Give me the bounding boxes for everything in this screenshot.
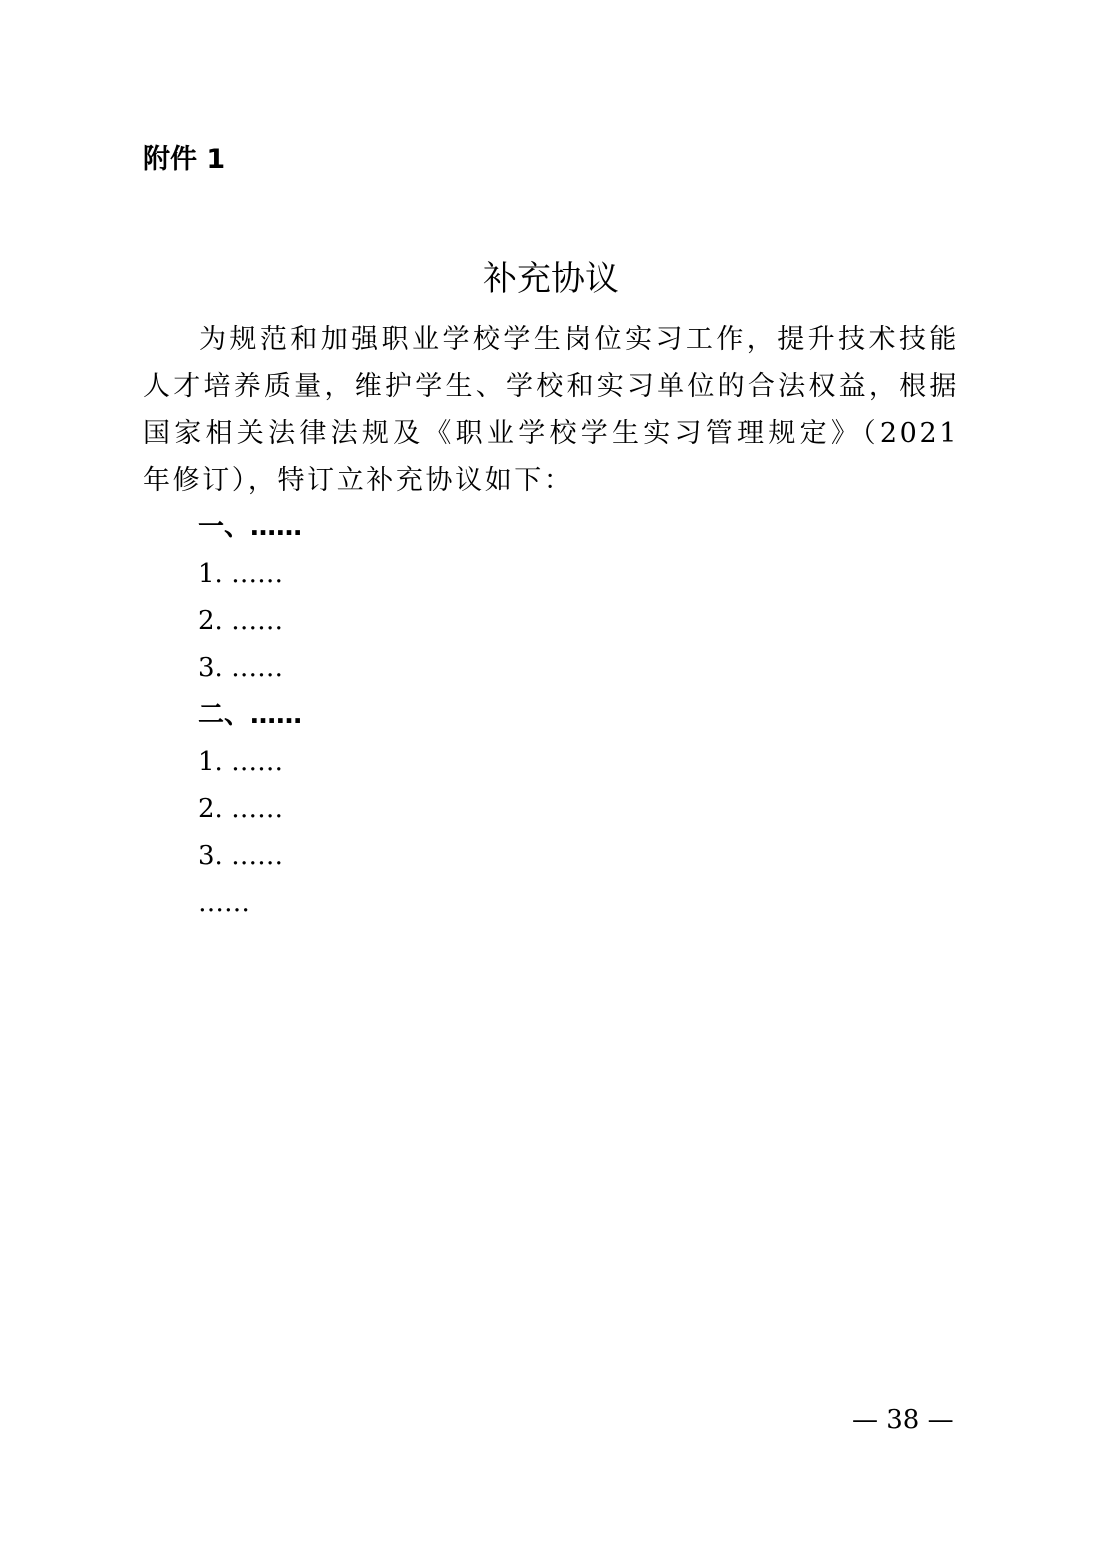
page-number: — 38 — [852, 1405, 954, 1435]
attachment-label: 附件 1 [143, 144, 226, 175]
clause-outline [198, 504, 302, 927]
clause-item: 1. …… [198, 747, 284, 777]
clause-item: 2. …… [198, 606, 284, 636]
clause-item: 3. …… [198, 653, 284, 683]
clause-continuation: …… [198, 888, 250, 918]
clause-item: 1. …… [198, 559, 284, 589]
document-title: 补充协议 [483, 259, 619, 299]
clause-item: 2. …… [198, 794, 284, 824]
intro-paragraph: 为规范和加强职业学校学生岗位实习工作，提升技术技能人才培养质量，维护学生、学校和实习单位的合法权益，根据国家相关法律法规及《职业学校学生实习管理规定》（2021 年修订），特订立补充协议如下： [143, 324, 959, 496]
clause-heading: 一、…… [198, 512, 303, 542]
clause-item: 3. …… [198, 841, 284, 871]
clause-heading: 二、…… [198, 700, 303, 730]
